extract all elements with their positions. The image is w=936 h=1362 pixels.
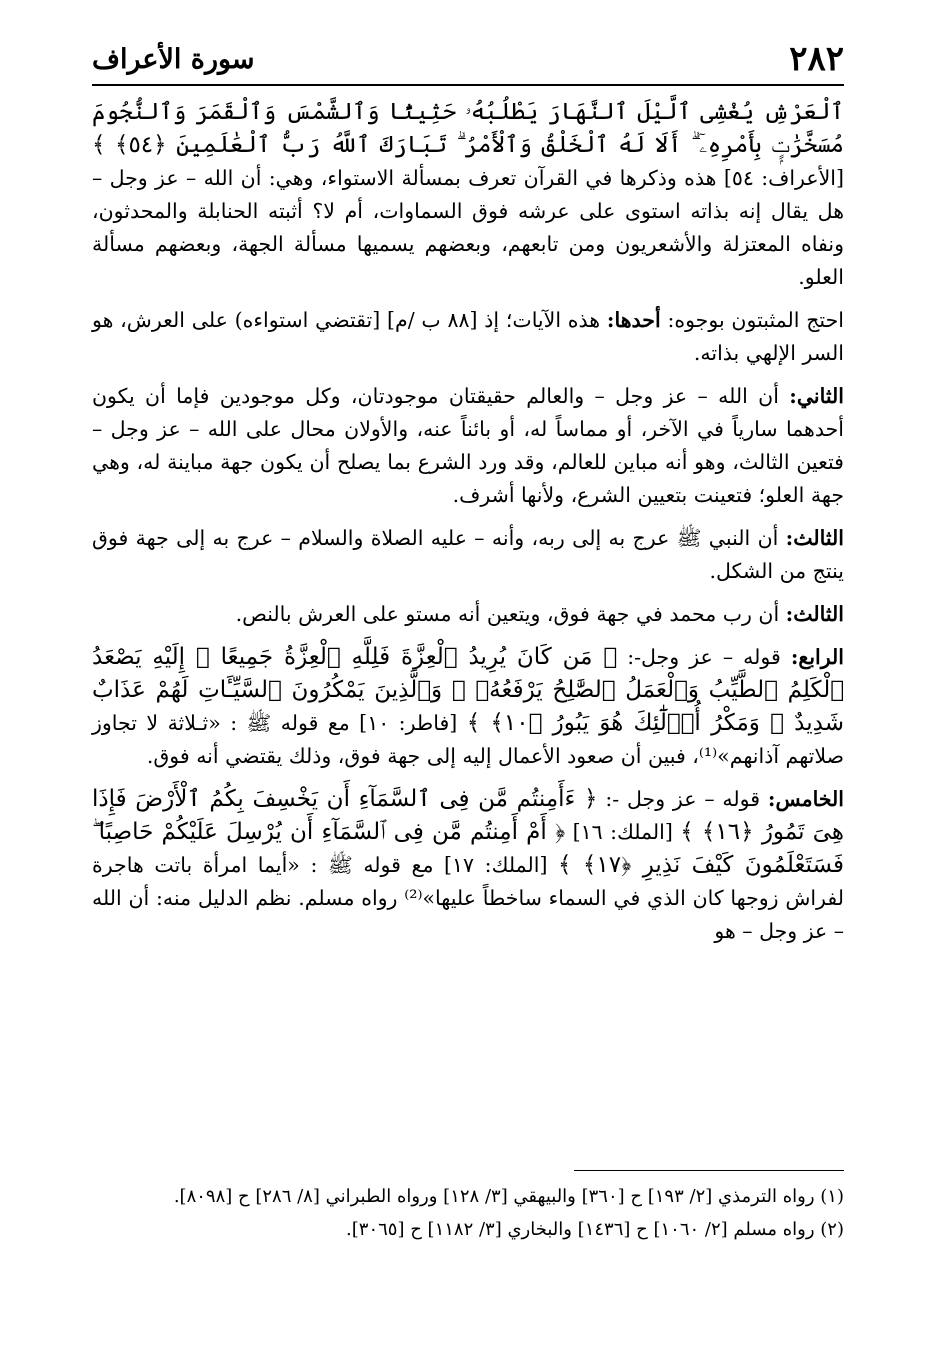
body-text: [فاطر: ١٠] مع قوله ﷺ : «ثـلاثة لا تجاوز صلاتهم آذانهم»⁽¹⁾، فبين أن صعود الأعمال إليه إلى جهة فوق، وذلك يقتضي أنه فوق. bbox=[92, 711, 844, 768]
paragraph bbox=[92, 304, 844, 370]
page-number: ٢٨٢ bbox=[789, 39, 844, 79]
section-label: الثاني: bbox=[789, 384, 844, 408]
paragraph bbox=[92, 96, 844, 294]
section-label: الثالث: bbox=[785, 602, 844, 626]
body-text: قوله – عز وجل -: bbox=[597, 787, 768, 811]
paragraph bbox=[92, 522, 844, 588]
body-text: احتج المثبتون بوجوه: bbox=[660, 308, 844, 332]
body-text: [الأعراف: ٥٤] هذه وذكرها في القرآن تعرف بمسألة الاستواء، وهي: أن الله – عز وجل – هل يقال إنه بذاته استوى على عرشه فوق السماوات، أم لا؟ أثبته الحنابلة والمحدثون، ونفاه المعتزلة والأشعريون ومن تابعهم، وبعضهم يسميها مسألة الجهة، وبعضهم مسألة العلو. bbox=[92, 166, 844, 289]
body-text: أن الله – عز وجل – والعالم حقيقتان موجودتان، وكل موجودين فإما أن يكون أحدهما سارياً في الآخر، أو مماساً له، أو بائناً عنه، والأولان محال على الله – عز وجل – فتعين الثالث، وهو أنه مباين للعالم، وقد ورد الشرع بما يصلح أن يكون جهة مباينة له، وهي جهة العلو؛ فتعينت بتعيين الشرع، ولأنها أشرف. bbox=[92, 384, 844, 507]
footnote: (٢) رواه مسلم [٢/ ١٠٦٠] ح [١٤٣٦] والبخاري [٣/ ١١٨٢] ح [٣٠٦٥]. bbox=[346, 1219, 844, 1240]
quran-verse: ﴿ مَن كَانَ يُرِيدُ ٱلْعِزَّةَ فَلِلَّهِ ٱلْعِزَّةُ جَمِيعًا ۚ إِلَيْهِ يَصْعَدُ ٱلْكَلِمُ ٱلطَّيِّبُ وَٱلْعَمَلُ ٱلصَّٰلِحُ يَرْفَعُهُۥ ۚ وَٱلَّذِينَ يَمْكُرُونَ ٱلسَّيِّـَٔاتِ لَهُمْ عَذَابٌ شَدِيدٌ ۖ وَمَكْرُ أُو۟لَٰٓئِكَ هُوَ يَبُورُ ﴿١٠﴾ ﴾ bbox=[92, 644, 844, 736]
body-text: أن النبي ﷺ عرج به إلى ربه، وأنه – عليه الصلاة والسلام – عرج به إلى جهة فوق ينتج من الشكل. bbox=[92, 526, 844, 583]
page-header bbox=[92, 34, 844, 86]
quran-verse: ﴿ أَمْ أَمِنتُم مَّن فِى ٱلسَّمَآءِ أَن يُرْسِلَ عَلَيْكُمْ حَاصِبًا ۖ فَسَتَعْلَمُونَ كَيْفَ نَذِيرِ ﴿١٧﴾ ﴾ bbox=[92, 819, 845, 878]
section-label: الثالث: bbox=[785, 526, 844, 550]
body-text: قوله – عز وجل-: bbox=[617, 645, 791, 669]
section-label: الخامس: bbox=[767, 787, 844, 811]
body-text: هذه الآيات؛ إذ [٨٨ ب /م] [تقتضي استواءه) على العرش، هو السر الإلهي بذاته. bbox=[92, 308, 844, 365]
footnotes bbox=[92, 1182, 844, 1248]
paragraph bbox=[92, 641, 844, 773]
surah-title: سورة الأعراف bbox=[92, 43, 255, 75]
body-text: أن رب محمد في جهة فوق، ويتعين أنه مستو على العرش بالنص. bbox=[235, 602, 786, 626]
body-text: [الملك: ١٦] bbox=[565, 820, 681, 844]
main-text bbox=[92, 96, 844, 958]
section-label: أحدها: bbox=[606, 308, 661, 332]
section-label: الرابع: bbox=[790, 645, 844, 669]
footnote: (١) رواه الترمذي [٢/ ١٩٣] ح [٣٦٠] والبيهقي [٣/ ١٢٨] ورواه الطبراني [٨/ ٢٨٦] ح [٨٠٩٨]. bbox=[173, 1186, 844, 1207]
quran-verse: ٱلْعَرْشِ يُغْشِى ٱلَّيْلَ ٱلنَّهَارَ يَطْلُبُهُۥ حَثِيثًا وَٱلشَّمْسَ وَٱلْقَمَرَ وَٱلنُّجُومَ مُسَخَّرَٰتٍۭ بِأَمْرِهِۦٓ ۗ أَلَا لَهُ ٱلْخَلْقُ وَٱلْأَمْرُ ۗ تَبَارَكَ ٱللَّهُ رَبُّ ٱلْعَٰلَمِينَ ﴿٥٤﴾ ﴾ bbox=[92, 99, 844, 158]
footnote-separator bbox=[574, 1170, 844, 1171]
paragraph bbox=[92, 380, 844, 512]
paragraph bbox=[92, 598, 844, 631]
quran-verse: ﴿ ءَأَمِنتُم مَّن فِى ٱلسَّمَآءِ أَن يَخْسِفَ بِكُمُ ٱلْأَرْضَ فَإِذَا هِىَ تَمُورُ ﴿١٦﴾ ﴾ bbox=[92, 786, 845, 845]
paragraph bbox=[92, 783, 844, 948]
body-text: [الملك: ١٧] مع قوله ﷺ : «أيما امرأة باتت هاجرة لفراش زوجها كان الذي في السماء ساخطاً عليها»⁽²⁾ رواه مسلم. نظم الدليل منه: أن الله – عز وجل – هو bbox=[92, 853, 844, 943]
